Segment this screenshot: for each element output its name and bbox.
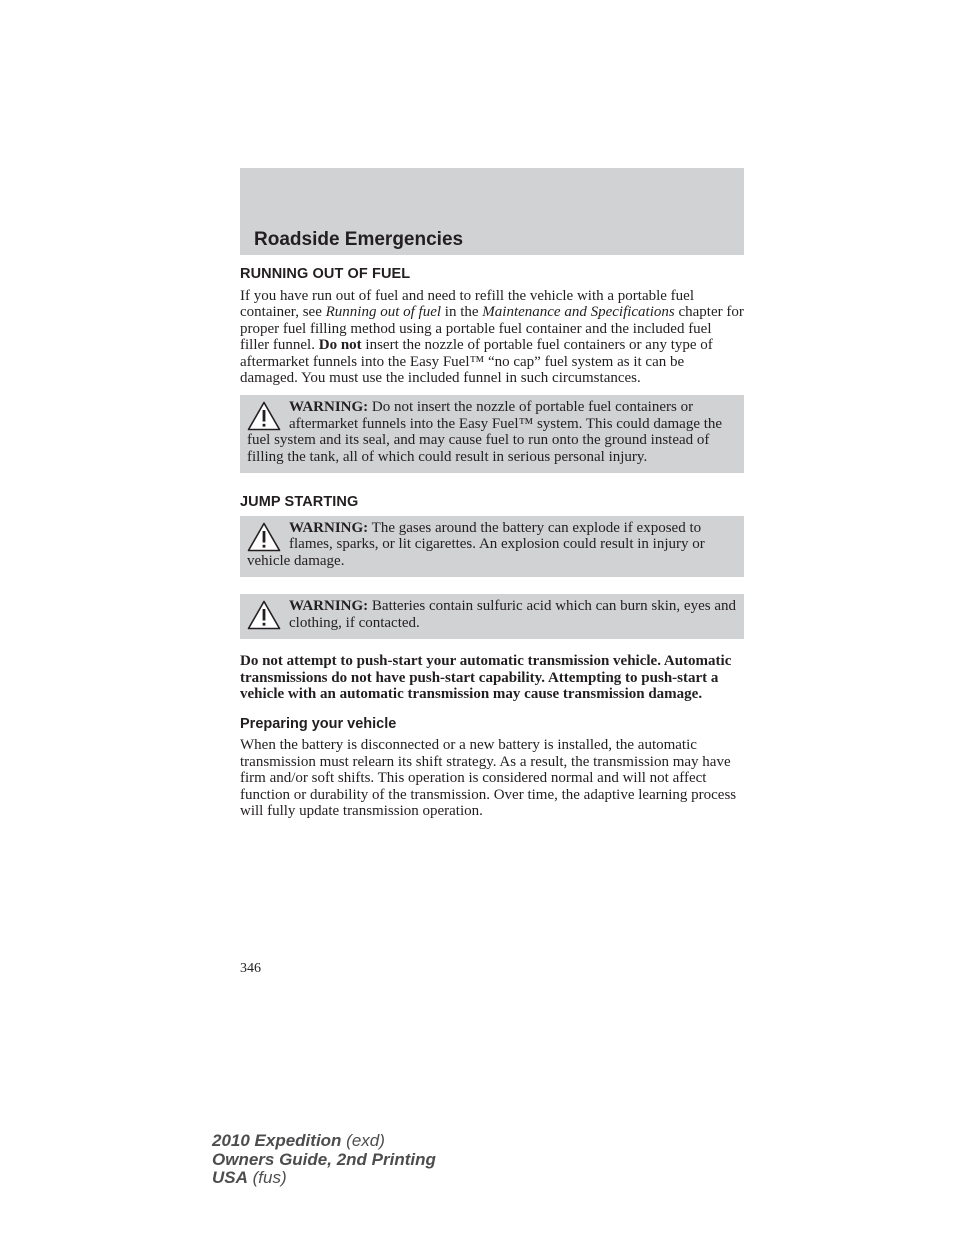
xref-maintenance-chapter: Maintenance and Specifications <box>482 304 675 321</box>
warning-text: Batteries contain sulfuric acid which can burn skin, eyes and clothing, if contacted. <box>289 598 736 631</box>
warning-box-fuel <box>240 395 744 473</box>
warning-label: WARNING: <box>289 598 369 615</box>
warning-triangle-icon <box>247 522 281 552</box>
warning-triangle-icon <box>247 600 281 630</box>
section-heading-jump-starting: JUMP STARTING <box>240 494 359 511</box>
warning-text: Do not insert the nozzle of portable fuel containers or aftermarket funnels into the Easy Fuel™ system. This could damage the fuel system and its seal, and may cause fuel to run onto the ground instead of filling the tank, all of which could result in serious personal injury. <box>247 399 723 465</box>
xref-running-out-of-fuel: Running out of fuel <box>325 304 442 321</box>
section-heading-running-out-of-fuel: RUNNING OUT OF FUEL <box>240 266 411 282</box>
subheading-preparing-your-vehicle: Preparing your vehicle <box>240 716 397 733</box>
header-band <box>240 168 744 255</box>
warning-label: WARNING: <box>289 399 369 416</box>
push-start-notice: Do not attempt to push-start your automatic transmission vehicle. Automatic transmissions do not have push-start capability. Attempting to push-start a vehicle with an automatic transmission may cause transmission damage. <box>240 653 732 702</box>
warning-triangle-icon <box>247 401 281 431</box>
page-content <box>240 266 744 819</box>
page-number: 346 <box>240 961 261 976</box>
preparing-vehicle-paragraph: When the battery is disconnected or a new battery is installed, the automatic transmission must relearn its shift strategy. As a result, the transmission may have firm and/or soft shifts. This operation is considered normal and will not affect function or durability of the transmission. Over time, the adaptive learning process will fully update transmission operation. <box>240 737 737 819</box>
chapter-title: Roadside Emergencies <box>254 229 464 250</box>
footer-imprint: 2010 Expedition (exd) Owners Guide, 2nd Printing USA (fus) <box>212 1131 436 1187</box>
warning-text: The gases around the battery can explode if exposed to flames, sparks, or lit cigarettes. An explosion could result in injury or vehicle damage. <box>247 520 705 569</box>
warning-box-battery-gases <box>240 516 744 577</box>
warning-box-sulfuric-acid <box>240 594 744 639</box>
running-out-of-fuel-paragraph: If you have run out of fuel and need to refill the vehicle with a portable fuel container, see Running out of fuel in the Maintenance and Specifications chapter for proper fuel filling method using a portable fuel container and the included fuel filler funnel. Do not insert the nozzle of portable fuel containers or any type of aftermarket funnels into the Easy Fuel™ “no cap” fuel system as it can be damaged. You must use the included funnel in such circumstances. <box>240 288 744 387</box>
warning-label: WARNING: <box>289 520 369 537</box>
